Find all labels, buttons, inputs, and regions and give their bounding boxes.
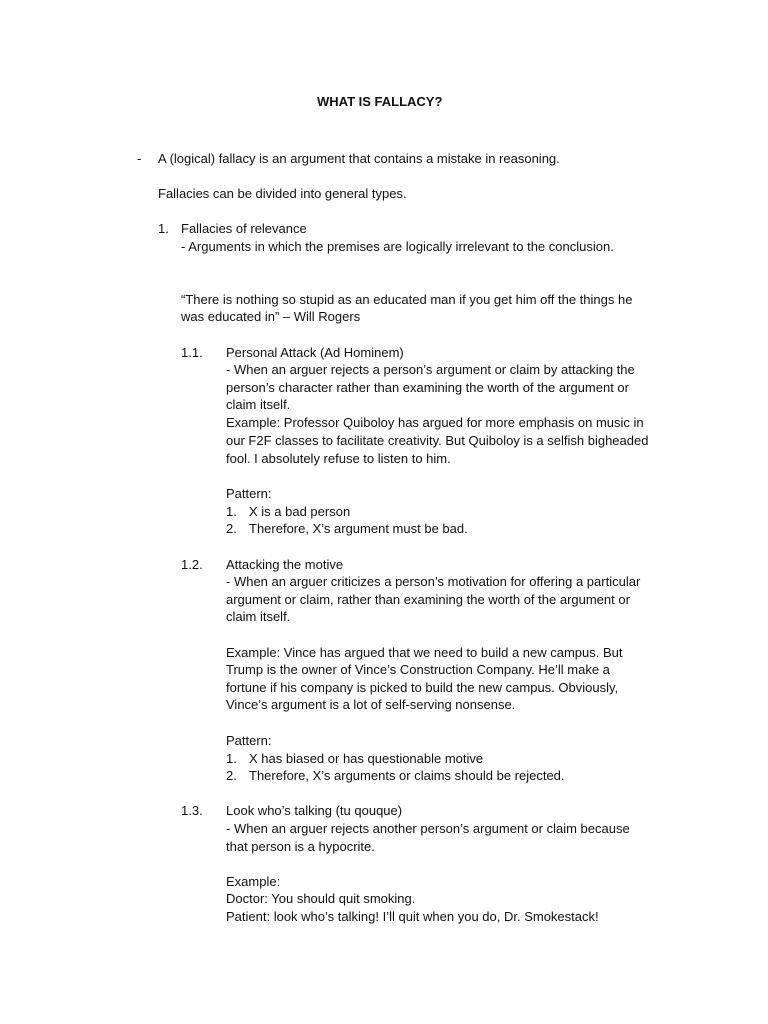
subsection-text-line: our F2F classes to facilitate creativity. But Quiboloy is a selfish bigheaded <box>226 433 649 448</box>
quote-line: was educated in” – Will Rogers <box>181 309 361 324</box>
pattern-label: Pattern: <box>226 733 272 748</box>
example-line: Example: <box>226 874 281 889</box>
subsection-number: 1.2. <box>181 557 203 572</box>
subsection-text-line: - When an arguer criticizes a person’s motivation for offering a particular <box>226 574 641 589</box>
subsection-text-line: argument or claim, rather than examining the worth of the argument or <box>226 592 630 607</box>
section-number: 1. <box>158 221 169 236</box>
example-line: Vince’s argument is a lot of self-serving nonsense. <box>226 697 516 712</box>
subsection-text-line: Example: Professor Quiboloy has argued for more emphasis on music in <box>226 415 644 430</box>
pattern-item-number: 1. <box>226 751 237 766</box>
pattern-item-text: X is a bad person <box>249 504 351 519</box>
example-line: Patient: look who’s talking! I’ll quit when you do, Dr. Smokestack! <box>226 909 599 924</box>
example-line: fortune if his company is picked to build the new campus. Obviously, <box>226 680 619 695</box>
pattern-item-text: Therefore, X’s argument must be bad. <box>249 521 468 536</box>
subsection-text-line: claim itself. <box>226 609 291 624</box>
section-description: - Arguments in which the premises are logically irrelevant to the conclusion. <box>181 239 614 254</box>
subsection-text-line: person’s character rather than examining the worth of the argument or <box>226 380 629 395</box>
subsection-text-line: - When an arguer rejects another person’s argument or claim because <box>226 821 630 836</box>
subsection-heading: Personal Attack (Ad Hominem) <box>226 345 404 360</box>
pattern-item-number: 2. <box>226 768 237 783</box>
subsection-text-line: fool. I absolutely refuse to listen to him. <box>226 451 451 466</box>
fallacy-definition: A (logical) fallacy is an argument that contains a mistake in reasoning. <box>158 151 560 166</box>
page-title: WHAT IS FALLACY? <box>317 94 443 109</box>
pattern-item-text: Therefore, X’s arguments or claims should be rejected. <box>249 768 565 783</box>
bullet-marker: - <box>137 151 142 166</box>
example-line: Trump is the owner of Vince’s Construction Company. He’ll make a <box>226 662 610 677</box>
subsection-heading: Look who’s talking (tu qouque) <box>226 803 403 818</box>
section-heading: Fallacies of relevance <box>181 221 307 236</box>
pattern-item-number: 2. <box>226 521 237 536</box>
pattern-item-text: X has biased or has questionable motive <box>249 751 484 766</box>
example-line: Example: Vince has argued that we need to build a new campus. But <box>226 645 623 660</box>
subsection-number: 1.3. <box>181 803 203 818</box>
fallacy-types-intro: Fallacies can be divided into general types. <box>158 186 407 201</box>
subsection-number: 1.1. <box>181 345 203 360</box>
subsection-heading: Attacking the motive <box>226 557 344 572</box>
quote-line: “There is nothing so stupid as an educated man if you get him off the things he <box>181 292 633 307</box>
pattern-item-number: 1. <box>226 504 237 519</box>
example-line: Doctor: You should quit smoking. <box>226 891 416 906</box>
subsection-text-line: - When an arguer rejects a person’s argument or claim by attacking the <box>226 362 635 377</box>
subsection-text-line: claim itself. <box>226 397 291 412</box>
pattern-label: Pattern: <box>226 486 272 501</box>
subsection-text-line: that person is a hypocrite. <box>226 839 375 854</box>
